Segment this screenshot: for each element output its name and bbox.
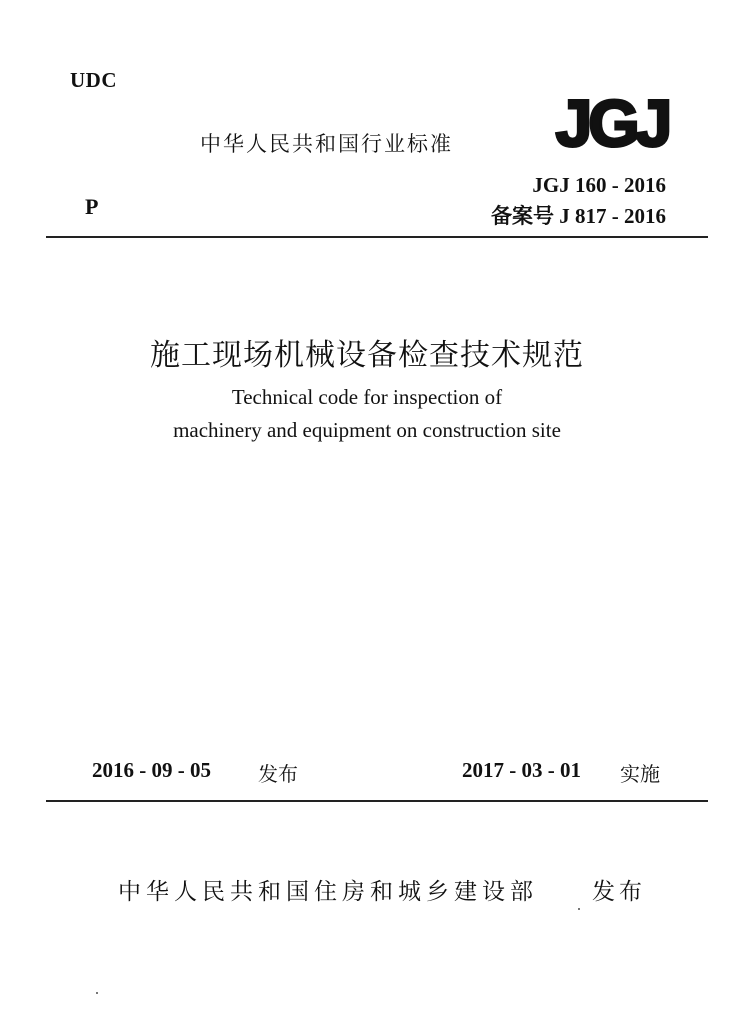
jgj-logo	[545, 90, 680, 152]
publisher-action: 发布	[592, 879, 646, 905]
issue-date: 2016 - 09 - 05	[92, 758, 211, 782]
top-divider	[46, 236, 708, 238]
scan-speck	[96, 992, 98, 994]
issue-label: 发布	[258, 762, 298, 786]
publisher-name: 中华人民共和国住房和城乡建设部	[118, 879, 538, 905]
standard-category: 中华人民共和国行业标准	[200, 132, 453, 156]
title-english-line2: machinery and equipment on construction site	[173, 418, 561, 442]
title-english-line1: Technical code for inspection of	[231, 385, 503, 409]
standard-number: JGJ 160 - 2016	[532, 173, 666, 197]
implement-label: 实施	[620, 762, 660, 786]
svg-text:JGJ: JGJ	[555, 90, 669, 152]
bottom-divider	[46, 800, 708, 802]
record-number: 备案号 J 817 - 2016	[491, 204, 666, 228]
scan-speck	[578, 908, 580, 910]
udc-label: UDC	[70, 68, 117, 92]
implement-date: 2017 - 03 - 01	[462, 758, 581, 782]
classification-code: P	[85, 194, 99, 219]
title-chinese: 施工现场机械设备检查技术规范	[150, 338, 584, 373]
